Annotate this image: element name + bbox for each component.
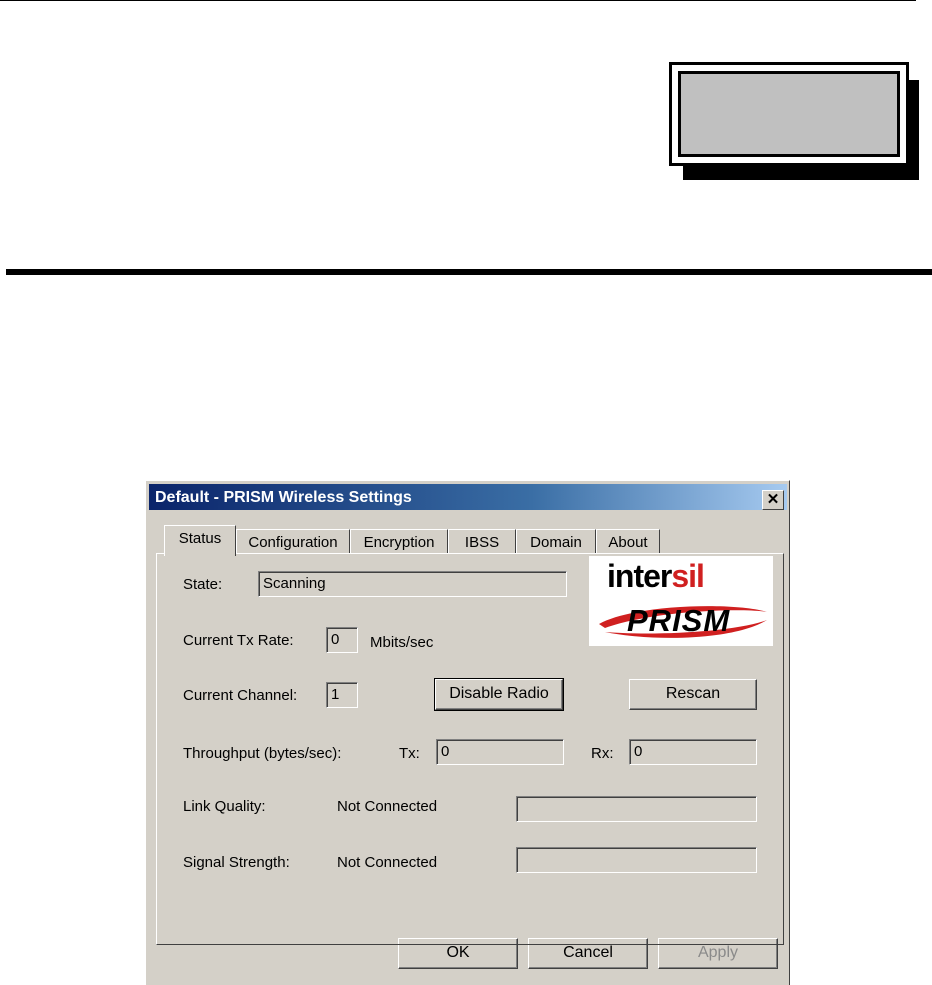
tx-rate-field: 0 <box>326 627 358 653</box>
header-frame-inner-box <box>678 71 900 157</box>
ok-button[interactable]: OK <box>398 938 518 969</box>
rx-field: 0 <box>629 739 757 765</box>
intersil-wordmark: intersil <box>607 558 704 594</box>
close-icon: ✕ <box>766 491 780 508</box>
top-rule <box>0 0 916 1</box>
close-button[interactable] <box>762 490 784 510</box>
tab-about[interactable]: About <box>596 529 660 554</box>
link-quality-value: Not Connected <box>337 798 438 815</box>
title-bar[interactable] <box>149 484 787 510</box>
state-label: State: <box>183 576 223 593</box>
rx-label: Rx: <box>591 745 614 762</box>
tab-domain[interactable]: Domain <box>516 529 596 554</box>
apply-button[interactable]: Apply <box>658 938 778 969</box>
tx-rate-label: Current Tx Rate: <box>183 632 294 649</box>
section-rule <box>6 269 932 275</box>
channel-field: 1 <box>326 682 358 708</box>
tab-ibss[interactable]: IBSS <box>448 529 516 554</box>
tab-configuration[interactable]: Configuration <box>236 529 350 554</box>
cancel-button[interactable]: Cancel <box>528 938 648 969</box>
tx-rate-unit: Mbits/sec <box>370 634 434 651</box>
dialog-title: Default - PRISM Wireless Settings <box>155 489 412 506</box>
disable-radio-button[interactable]: Disable Radio <box>435 679 563 710</box>
channel-label: Current Channel: <box>183 687 298 704</box>
rescan-button[interactable]: Rescan <box>629 679 757 710</box>
throughput-label: Throughput (bytes/sec): <box>183 745 342 762</box>
signal-strength-value: Not Connected <box>337 854 438 871</box>
tx-field: 0 <box>436 739 564 765</box>
state-field: Scanning <box>258 571 567 597</box>
link-quality-label: Link Quality: <box>183 798 266 815</box>
prism-wordmark: PRISM <box>627 603 731 638</box>
tab-status[interactable]: Status <box>164 525 236 556</box>
tx-label: Tx: <box>399 745 420 762</box>
signal-strength-label: Signal Strength: <box>183 854 290 871</box>
status-panel <box>156 553 784 945</box>
tab-encryption[interactable]: Encryption <box>350 529 448 554</box>
wireless-settings-dialog <box>145 480 790 985</box>
